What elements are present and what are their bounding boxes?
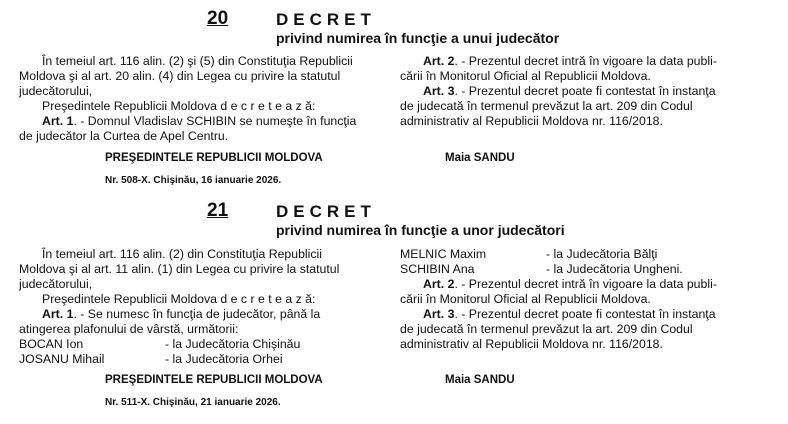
decree-formula [42,292,315,307]
article-text: . - Prezentul decret poate fi contestat în instanţa [454,84,716,98]
decree-formula [42,99,315,114]
article-text: . - Prezentul decret intră în vigoare la data publi- [454,54,717,68]
article-2 [423,54,717,69]
article-text: . - Prezentul decret intră în vigoare la data publi- [454,277,717,291]
article-text: cării în Monitorul Oficial al Republicii Moldova. [400,292,651,306]
signature-name: Maia SANDU [445,374,515,386]
article-text: administrativ al Republicii Moldova nr. 116/2018. [400,114,663,128]
president-prefix: Preşedintele Republicii Moldova [42,99,217,113]
decree-subtitle: privind numirea în funcţie a unui judecător [276,30,560,46]
decree-subtitle: privind numirea în funcţie a unor judecători [276,222,565,238]
article-text: atingerea plafonului de vârstă, următorii: [19,322,239,336]
decree-number: 20 [207,8,229,29]
decree-reference: Nr. 511-X. Chişinău, 21 ianuarie 2026. [105,397,281,408]
appointee-court: - la Judecătoria Orhei [165,352,283,366]
decreteaza: d e c r e t e a z ă: [220,292,316,306]
preamble-line: Moldova şi al art. 11 alin. (1) din Legea cu privire la statutul [19,262,340,276]
preamble-line: judecătorului, [19,84,93,98]
article-text: de judecător la Curtea de Apel Centru. [19,129,229,143]
article-text: . - Se numesc în funcţia de judecător, până la [73,307,321,321]
article-label: Art. 3 [423,84,455,98]
article-label: Art. 2 [423,54,455,68]
appointee-name: MELNIC Maxim [400,247,487,261]
signature-name: Maia SANDU [445,152,515,164]
article-label: Art. 1 [42,114,74,128]
article-label: Art. 2 [423,277,455,291]
article-2 [423,277,717,292]
article-text: administrativ al Republicii Moldova nr. 116/2018. [400,337,663,351]
signature-title: PREŞEDINTELE REPUBLICII MOLDOVA [105,152,323,164]
article-text: de judecată în termenul prevăzut la art. 209 din Codul [400,99,693,113]
article-label: Art. 1 [42,307,74,321]
appointee-court: - la Judecătoria Chişinău [165,337,301,351]
preamble-line: În temeiul art. 116 alin. (2) din Constituţia Republicii [42,247,323,261]
appointee-name: JOSANU Mihail [19,352,105,366]
decree-number: 21 [207,200,229,221]
decree-title: DECRET [276,10,376,29]
appointee-court: - la Judecătoria Bălţi [546,247,658,261]
preamble-line: judecătorului, [19,277,93,291]
preamble-line: În temeiul art. 116 alin. (2) şi (5) din Constituţia Republicii [42,54,353,68]
signature-title: PREŞEDINTELE REPUBLICII MOLDOVA [105,374,323,386]
article-label: Art. 3 [423,307,455,321]
decree-reference: Nr. 508-X. Chişinău, 16 ianuarie 2026. [105,175,282,186]
decreteaza: d e c r e t e a z ă: [220,99,316,113]
appointee-name: SCHIBIN Ana [400,262,475,276]
article-text: . - Prezentul decret poate fi contestat în instanţa [454,307,716,321]
appointee-court: - la Judecătoria Ungheni. [546,262,683,276]
appointee-name: BOCAN Ion [19,337,84,351]
article-text: . - Domnul Vladislav SCHIBIN se numeşte în funcţia [73,114,357,128]
article-text: de judecată în termenul prevăzut la art. 209 din Codul [400,322,693,336]
article-3 [423,84,716,99]
preamble-line: Moldova şi al art. 20 alin. (4) din Legea cu privire la statutul [19,69,341,83]
article-3 [423,307,716,322]
article-1 [42,114,356,129]
president-prefix: Preşedintele Republicii Moldova [42,292,217,306]
decree-title: DECRET [276,202,376,221]
article-text: cării în Monitorul Oficial al Republicii Moldova. [400,69,651,83]
article-1 [42,307,320,322]
